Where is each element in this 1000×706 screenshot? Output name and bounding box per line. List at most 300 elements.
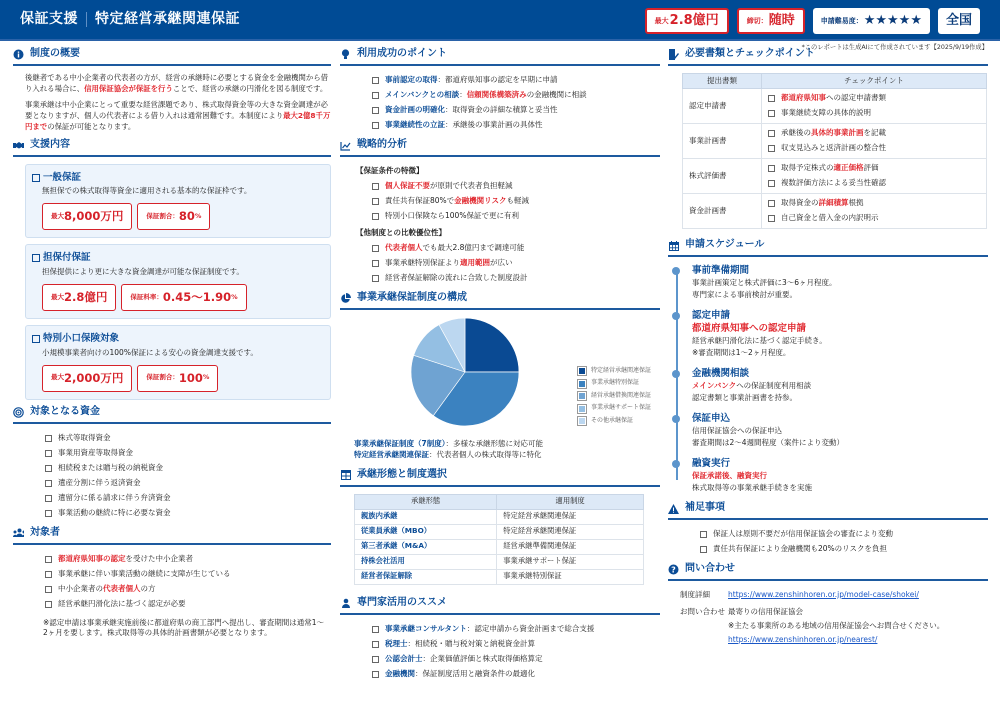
checkbox-icon: [372, 92, 379, 99]
list-item: [45, 476, 331, 491]
chip-unit: %: [231, 292, 238, 301]
table-row: [683, 194, 987, 229]
step-title: 金融機関相談: [692, 368, 750, 379]
detail-link[interactable]: https://www.zenshinhoren.or.jp/model-case/shokei/: [728, 590, 919, 599]
pie-graphic: [410, 317, 520, 427]
section-heading-strategy: [340, 139, 660, 157]
step-desc: 株式取得等の事業承継手続きを実施: [692, 483, 812, 492]
section-title: 支援内容: [30, 138, 70, 150]
middle-column: [340, 43, 660, 688]
item-text: 根拠: [848, 198, 864, 208]
pie-chart: [340, 317, 660, 439]
highlight: 適正価格: [833, 163, 864, 173]
checkbox-icon: [372, 260, 379, 267]
strategy-list-2: [340, 241, 660, 286]
table-row: [355, 524, 644, 539]
checkbox-icon: [45, 586, 52, 593]
legend-label: 特定経営承継関連保証: [591, 366, 652, 374]
cell: 特定経営承継関連保証: [497, 509, 644, 524]
legend-item: [578, 378, 651, 391]
highlight: 信用保証協会が保証を行う: [84, 83, 173, 93]
checkbox-icon: [768, 165, 775, 172]
checkbox-icon: [372, 77, 379, 84]
section-heading-targets: [13, 527, 331, 545]
calendar-icon: [668, 240, 679, 251]
users-icon: [13, 528, 24, 539]
guarantee-ratio-chip: [137, 365, 218, 392]
item-text: 取得予定株式の: [781, 163, 834, 173]
item-text: ：保証制度活用と融資条件の最適化: [415, 668, 535, 678]
item-text: 複数評価方法による妥当性確認: [781, 178, 886, 188]
item-text: が広い: [490, 258, 513, 268]
cell: 従業員承継（MBO）: [355, 524, 497, 539]
lightbulb-icon: [340, 49, 351, 60]
item-key: 公認会計士: [385, 653, 423, 663]
text: の保証が可能となります。: [47, 121, 136, 131]
item-text: 承継後の: [781, 128, 811, 138]
highlight: 詳細積算: [818, 198, 849, 208]
target-icon: [13, 407, 24, 418]
chip-label: 保証料率：: [130, 292, 163, 301]
timeline-step: [692, 264, 988, 301]
person-icon: [340, 598, 351, 609]
step-title: 保証申込: [692, 413, 731, 424]
item-text: ：相続税・贈与税対策と納税資金計算: [407, 638, 535, 648]
item-text: ：認定申請から資金計画まで総合支援: [466, 623, 595, 633]
table-icon: [340, 470, 351, 481]
chip-value: 2.8億円: [64, 290, 108, 305]
item-text: 相続税または贈与税の納税資金: [58, 462, 163, 472]
header-title-group: [20, 9, 240, 29]
item-text: ：企業価値評価と株式取得価格算定: [422, 653, 543, 663]
experts-list: [340, 622, 660, 682]
timeline-step: [692, 309, 988, 359]
support-card-special-small: [25, 325, 331, 400]
checkbox-icon: [372, 183, 379, 190]
document-edit-icon: [668, 49, 679, 60]
document-name: 株式評価書: [683, 159, 762, 194]
item-text: ：取得資金の詳細な積算と妥当性: [445, 105, 558, 115]
item-text: も軽減: [506, 196, 530, 206]
step-desc: ※審査期間は1〜2ヶ月程度。: [692, 348, 791, 357]
timeline-step: [692, 412, 988, 449]
legend-item: [578, 390, 651, 403]
list-item: [372, 209, 660, 224]
legend-item: [578, 403, 651, 416]
legend-label: 事業承継サポート保証: [591, 404, 652, 412]
highlight: 代表者個人: [103, 583, 141, 593]
fee-rate-chip: [121, 284, 246, 311]
checkbox-icon: [45, 435, 52, 442]
highlight: 個人保証不要: [385, 181, 430, 191]
caption-text: ：多様な承継形態に対応可能: [445, 439, 543, 448]
item-text: 事業承継特別保証より: [385, 258, 460, 268]
highlight: 適用範囲: [460, 258, 490, 268]
highlight: 金融機関リスク: [454, 196, 507, 206]
nearest-link[interactable]: https://www.zenshinhoren.or.jp/nearest/: [728, 635, 878, 644]
item-text: を記載: [863, 128, 886, 138]
success-list: [340, 73, 660, 133]
max-amount-chip: [42, 203, 132, 230]
selection-table: [354, 494, 644, 585]
item-key: 税理士: [385, 638, 408, 648]
cell: 事業承継特別保証: [497, 569, 644, 584]
text: ことで、経営の承継の円滑化を図る制度です。: [172, 83, 328, 93]
cell: 事業承継サポート保証: [497, 554, 644, 569]
list-item: [372, 652, 660, 667]
region-badge: [938, 8, 980, 34]
list-item: [45, 446, 331, 461]
chip-label: 保証割合：: [146, 212, 179, 221]
pie-chart-icon: [340, 293, 351, 304]
badge-value: 全国: [945, 12, 972, 28]
table-row: [355, 569, 644, 584]
item-text: 事業承継に伴い事業活動の継続に支障が生じている: [58, 568, 231, 578]
item-text: の方: [140, 583, 156, 593]
list-item: [45, 552, 331, 567]
item-text: 特別小口保険なら100%保証で更に有利: [385, 211, 519, 221]
chip-value: 80: [178, 209, 195, 224]
item-text: 中小企業者の: [58, 583, 103, 593]
right-column: [668, 43, 988, 647]
step-desc: 専門家による事前検討が重要。: [692, 290, 797, 299]
info-icon: [13, 49, 24, 60]
cell: 特定経営承継関連保証: [497, 524, 644, 539]
item-text: 評価: [863, 163, 879, 173]
step-highlight: 保証承諾後、融資実行: [692, 471, 767, 480]
chip-value: 100: [178, 370, 203, 385]
checkbox-icon: [768, 180, 775, 187]
checkbox-icon: [45, 510, 52, 517]
item-text: 株式等取得資金: [58, 432, 111, 442]
list-item: [372, 637, 660, 652]
document-name: 事業計画書: [683, 124, 762, 159]
section-heading-schedule: [668, 239, 988, 257]
section-heading-supplement: [668, 502, 988, 520]
section-title: 対象となる資金: [30, 405, 100, 417]
contact-info: [668, 588, 988, 647]
item-text: が原則で代表者負担軽減: [430, 181, 513, 191]
contact-label: 制度詳細: [680, 590, 710, 599]
step-title: 事前準備期間: [692, 265, 750, 276]
timeline-dot: [672, 460, 680, 468]
item-key: 資金計画の明確化: [385, 105, 445, 115]
schedule-timeline: [668, 264, 988, 494]
step-desc: 認定書類と事業計画書を持参。: [692, 393, 797, 402]
list-item: [45, 582, 331, 597]
star-rating: ★★★★★: [863, 12, 922, 28]
step-title: 認定申請: [692, 310, 731, 321]
table-header-row: [355, 494, 644, 509]
deadline-badge: [737, 8, 805, 34]
item-text: 経営者保証解除の流れに合致した制度設計: [385, 273, 528, 283]
list-item: [45, 567, 331, 582]
section-title: 制度の概要: [30, 48, 80, 60]
funds-list: [13, 431, 331, 521]
caption-key: 事業承継保証制度（7制度）: [354, 439, 446, 448]
timeline-dot: [672, 312, 680, 320]
contact-value: 最寄りの信用保証協会: [728, 607, 803, 616]
contact-row: [680, 619, 988, 633]
item-text: 経営承継円滑化法に基づく認定が必要: [58, 598, 186, 608]
support-card-secured: [25, 244, 331, 319]
list-item: [372, 179, 660, 194]
checkbox-icon: [45, 495, 52, 502]
column-header: 提出書類: [683, 74, 762, 89]
checkbox-icon: [768, 200, 775, 207]
item-text: 責任共有保証により金融機関も20%のリスクを負担: [713, 544, 888, 554]
list-item: [45, 506, 331, 521]
table-header-row: [683, 74, 987, 89]
section-heading-experts: [340, 597, 660, 615]
section-title: 補足事項: [685, 502, 725, 514]
chip-value: 2,000万円: [64, 370, 124, 385]
list-item: [372, 667, 660, 682]
strategy-list-1: [340, 179, 660, 224]
contact-row: [680, 588, 988, 602]
svg-text:?: ?: [671, 565, 676, 575]
subheading: 【保証条件の特徴】: [356, 166, 424, 176]
max-amount-badge: [645, 8, 729, 34]
checkbox-icon: [700, 546, 707, 553]
caption-key: 特定経営承継関連保証: [354, 449, 429, 459]
timeline-dot: [672, 267, 680, 275]
list-item: [45, 491, 331, 506]
list-item: [372, 118, 660, 133]
cell: 経営者保証解除: [355, 569, 497, 584]
badge-label: 締切：: [746, 16, 768, 25]
header-title: 特定経営承継関連保証: [95, 11, 240, 28]
handshake-icon: [13, 140, 24, 151]
item-key: 金融機関: [385, 668, 415, 678]
overview-paragraph-2: [13, 100, 331, 132]
step-desc: 信用保証協会への保証申込: [692, 426, 782, 435]
targets-list: [13, 552, 331, 612]
section-title: 事業承継保証制度の構成: [357, 292, 467, 304]
section-heading-overview: [13, 48, 331, 66]
table-row: [355, 539, 644, 554]
max-amount-chip: [42, 365, 132, 392]
checkbox-icon: [32, 254, 40, 262]
checkbox-icon: [32, 174, 40, 182]
list-item: [372, 256, 660, 271]
section-title: 申請スケジュール: [685, 239, 765, 251]
item-text: ：: [459, 90, 467, 100]
checkbox-icon: [372, 213, 379, 220]
checkbox-icon: [700, 531, 707, 538]
section-title: 戦略的分析: [357, 139, 407, 151]
checkbox-icon: [372, 626, 379, 633]
cell: 経営承継準備関連保証: [497, 539, 644, 554]
checkbox-icon: [768, 110, 775, 117]
list-item: [372, 194, 660, 209]
checkpoints-cell: [762, 89, 987, 124]
warning-icon: [668, 503, 679, 514]
timeline-dot: [672, 415, 680, 423]
item-text: を受けた中小企業者: [125, 553, 193, 563]
text: 後継者である中小企業者の代表者の方が、経営の承継時に必要とする資金を金融機関から借り入れる場合に、: [25, 73, 329, 93]
highlight: 代表者個人: [385, 243, 423, 253]
section-title: 専門家活用のススメ: [357, 597, 447, 608]
timeline-step: [692, 367, 988, 404]
list-item: [45, 431, 331, 446]
step-desc: 経営承継円滑化法に基づく認定手続き。: [692, 336, 827, 345]
card-title: 一般保証: [43, 171, 82, 183]
checkbox-icon: [372, 122, 379, 129]
badge-value: 随時: [768, 12, 795, 28]
step-desc: 事業計画策定と株式評価に3〜6ヶ月程度。: [692, 278, 837, 287]
highlight: 都道府県知事: [781, 93, 826, 103]
list-item: [372, 622, 660, 637]
list-item: [372, 73, 660, 88]
overview-paragraph-1: [13, 73, 331, 94]
checkbox-icon: [372, 641, 379, 648]
list-item: [700, 527, 988, 542]
section-heading-support: [13, 139, 331, 157]
checkbox-icon: [372, 656, 379, 663]
section-title: 承継形態と制度選択: [357, 469, 447, 480]
list-item: [372, 103, 660, 118]
chip-label: 保証割合：: [146, 373, 179, 382]
item-text: への認定申請書類: [826, 93, 886, 103]
step-highlight: 都道府県知事への認定申請: [692, 323, 807, 334]
table-row: [355, 509, 644, 524]
section-heading-selection: [340, 469, 660, 487]
max-amount-chip: [42, 284, 116, 311]
chip-label: 最大: [51, 292, 64, 301]
column-header: 適用制度: [497, 494, 644, 509]
step-title: 融資実行: [692, 458, 731, 469]
checkbox-icon: [768, 95, 775, 102]
step-desc: 審査期間は2〜4週間程度（案件により変動）: [692, 438, 845, 447]
checkbox-icon: [768, 145, 775, 152]
card-description: 小規模事業者向けの100%保証による安心の資金調達支援です。: [42, 347, 258, 357]
text: 事業承継は中小企業にとって重要な経営課題であり、株式取得資金等の大きな資金調達が必要となりますが、個人の代表者による借り入れは通常困難です。本制度により: [25, 100, 328, 121]
card-description: 担保提供により更に大きな資金調達が可能な保証制度です。: [42, 267, 244, 277]
item-text: ：承継後の事業計画の具体性: [445, 120, 543, 130]
list-item: [45, 597, 331, 612]
subheading: 【他制度との比較優位性】: [356, 228, 446, 238]
item-text: 収支見込みと返済計画の整合性: [781, 143, 886, 153]
header-badges: [645, 8, 980, 34]
highlight: 信頼関係構築済み: [466, 90, 527, 100]
item-text: の金融機関に相談: [526, 90, 587, 100]
supplement-list: [668, 527, 988, 557]
list-item: [700, 542, 988, 557]
highlight: 具体的事業計画: [811, 128, 864, 138]
checkbox-icon: [45, 601, 52, 608]
step-highlight: メインバンク: [692, 381, 737, 390]
legend-label: 事業承継特別保証: [591, 379, 640, 387]
checkbox-icon: [45, 571, 52, 578]
chip-value: 0.45〜1.90: [162, 290, 232, 305]
checkbox-icon: [768, 130, 775, 137]
badge-value: 2.8億円: [669, 12, 719, 28]
guarantee-ratio-chip: [137, 203, 210, 230]
table-row: [683, 159, 987, 194]
list-item: [372, 271, 660, 286]
contact-note: ※主たる事業所のある地域の信用保証協会へお問合せください。: [728, 621, 945, 630]
line-chart-icon: [340, 140, 351, 151]
table-row: [355, 554, 644, 569]
item-text: 保証人は原則不要だが信用保証協会の審査により変動: [713, 529, 893, 539]
list-item: [372, 241, 660, 256]
section-title: 必要書類とチェックポイント: [685, 48, 815, 60]
section-heading-contact: [668, 563, 988, 581]
checkbox-icon: [372, 671, 379, 678]
chip-label: 最大: [51, 212, 64, 221]
section-heading-funds: [13, 406, 331, 424]
item-text: ：都道府県知事の認定を早期に申請: [437, 75, 558, 85]
checkbox-icon: [372, 198, 379, 205]
legend-label: 経営承継借換関連保証: [591, 391, 652, 399]
section-title: 対象者: [30, 526, 60, 538]
chip-label: 最大: [51, 373, 64, 382]
card-description: 無担保での株式取得等資金に適用される基本的な保証枠です。: [42, 186, 252, 196]
badge-label: 最大: [654, 16, 669, 25]
section-heading-composition: [340, 292, 660, 310]
checkpoints-cell: [762, 124, 987, 159]
item-key: 事業承継コンサルタント: [385, 623, 467, 633]
item-text: 遺留分に係る請求に伴う弁済資金: [58, 492, 171, 502]
chip-unit: %: [202, 373, 210, 382]
document-name: 認定申請書: [683, 89, 762, 124]
cell: 親族内承継: [355, 509, 497, 524]
item-text: 事業用資産等取得資金: [58, 447, 133, 457]
header-category: 保証支援: [20, 11, 78, 28]
header-divider: [86, 12, 87, 27]
chart-caption: [340, 439, 660, 461]
checkpoints-cell: [762, 194, 987, 229]
legend-item: [578, 365, 651, 378]
card-title: 担保付保証: [43, 252, 91, 264]
highlight: 都道府県知事の認定: [58, 553, 126, 563]
checkpoints-cell: [762, 159, 987, 194]
contact-label: お問い合わせ: [680, 607, 725, 616]
column-header: チェックポイント: [762, 74, 987, 89]
item-text: 責任共有保証80%で: [385, 196, 455, 206]
support-card-general: [25, 164, 331, 239]
contact-row: [680, 605, 988, 619]
checkbox-icon: [45, 556, 52, 563]
item-text: 自己資金と借入金の内訳明示: [781, 213, 879, 223]
section-title: 問い合わせ: [685, 563, 735, 575]
checkbox-icon: [45, 465, 52, 472]
legend-item: [578, 415, 651, 428]
checkbox-icon: [372, 245, 379, 252]
document-name: 資金計画書: [683, 194, 762, 229]
checkbox-icon: [45, 450, 52, 457]
item-key: 事業継続性の立証: [385, 120, 445, 130]
table-row: [683, 89, 987, 124]
checkbox-icon: [372, 275, 379, 282]
section-title: 利用成功のポイント: [357, 48, 447, 60]
table-row: [683, 124, 987, 159]
checkbox-icon: [32, 335, 40, 343]
list-item: [45, 461, 331, 476]
difficulty-badge: [813, 8, 930, 34]
checkbox-icon: [372, 107, 379, 114]
timeline-step: [692, 457, 988, 494]
item-key: メインバンクとの相談: [385, 90, 460, 100]
chart-legend: [578, 365, 651, 428]
cell: 第三者承継（M&A）: [355, 539, 497, 554]
documents-table: [682, 73, 987, 229]
caption-text: ：代表者個人の株式取得等に特化: [429, 449, 542, 459]
left-column: [13, 43, 331, 639]
item-text: 事業継続支障の具体的説明: [781, 108, 871, 118]
item-text: 取得資金の: [781, 198, 819, 208]
